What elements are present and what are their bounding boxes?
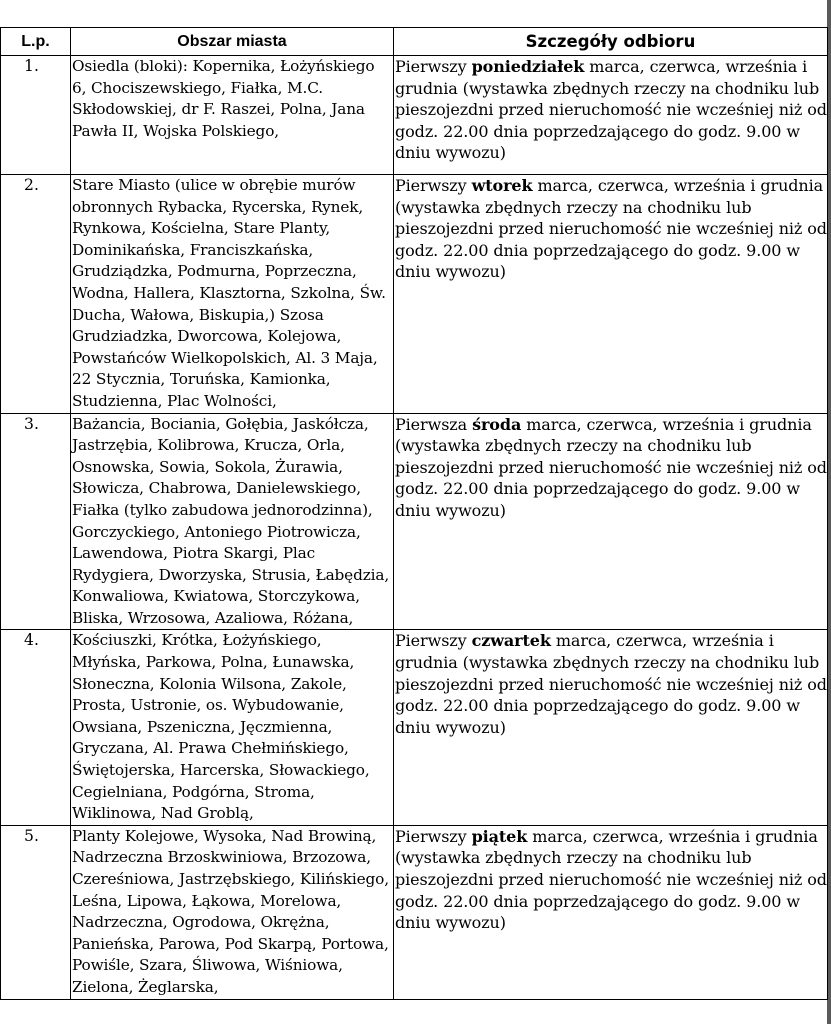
detail-day: poniedziałek — [471, 57, 585, 76]
detail-prefix: Pierwszy — [395, 57, 472, 76]
detail-prefix: Pierwszy — [395, 826, 472, 846]
row-number: 3. — [1, 413, 71, 630]
collection-schedule-table — [0, 27, 828, 1000]
header-area: Obszar miasta — [71, 28, 394, 56]
header-row — [1, 28, 828, 56]
table-row — [1, 630, 828, 825]
row-detail — [394, 56, 828, 175]
detail-prefix: Pierwszy — [395, 176, 472, 195]
row-area: Bażancia, Bociania, Gołębia, Jaskółcza, Jastrzębia, Kolibrowa, Krucza, Orla, Osnowska, Sowia, Sokola, Żurawia, Słowicza, Chabrowa, Danielewskiego, Fiałka (tylko zabudowa jednorodzinna), Gorczyckiego, Antoniego Piotrowicza, Lawendowa, Piotra Skargi, Plac Rydygiera, Dworzyska, Strusia, Łabędzia, Konwaliowa, Kwiatowa, Storczykowa, Bliska, Wrzosowa, Azaliowa, Różana, — [71, 413, 394, 630]
table-row — [1, 825, 828, 999]
detail-prefix: Pierwszy — [395, 631, 472, 651]
row-area: Kościuszki, Krótka, Łożyńskiego, Młyńska, Parkowa, Polna, Łunawska, Słoneczna, Kolonia Wilsona, Zakole, Prosta, Ustronie, os. Wybudowanie, Owsiana, Pszeniczna, Jęczmienna, Gryczana, Al. Prawa Chełmińskiego, Świętojerska, Harcerska, Słowackiego, Cegielniana, Podgórna, Stroma, Wiklinowa, Nad Groblą, — [71, 630, 394, 825]
row-number: 1. — [1, 56, 71, 175]
detail-day: środa — [472, 414, 522, 434]
detail-suffix: marca, czerwca, września i grudnia (wystawka zbędnych rzeczy na chodniku lub pieszojezdni przed nieruchomość nie wcześniej niż od godz. 22.00 dnia poprzedzającego do godz. 9.00 w dniu wywozu) — [395, 414, 827, 520]
row-detail — [394, 413, 828, 630]
row-area: Planty Kolejowe, Wysoka, Nad Browiną, Nadrzeczna Brzoskwiniowa, Brzozowa, Czereśniowa, Jastrzębskiego, Kilińskiego, Leśna, Lipowa, Łąkowa, Morelowa, Nadrzeczna, Ogrodowa, Okrężna, Panieńska, Parowa, Pod Skarpą, Portowa, Powiśle, Szara, Śliwowa, Wiśniowa, Zielona, Żeglarska, — [71, 825, 394, 999]
table-row — [1, 413, 828, 630]
detail-day: czwartek — [471, 631, 551, 651]
table-row — [1, 175, 828, 414]
detail-suffix: marca, czerwca, września i grudnia (wystawka zbędnych rzeczy na chodniku lub pieszojezdni przed nieruchomość nie wcześniej niż od godz. 22.00 dnia poprzedzającego do godz. 9.00 w dniu wywozu) — [395, 176, 827, 282]
row-detail — [394, 825, 828, 999]
header-detail: Szczegóły odbioru — [394, 28, 828, 56]
detail-prefix: Pierwsza — [395, 414, 473, 434]
detail-suffix: marca, czerwca, września i grudnia (wystawka zbędnych rzeczy na chodniku lub pieszojezdni przed nieruchomość nie wcześniej niż od godz. 22.00 dnia poprzedzającego do godz. 9.00 w dniu wywozu) — [395, 826, 827, 933]
table-row — [1, 56, 828, 175]
detail-day: wtorek — [471, 176, 533, 195]
row-number: 2. — [1, 175, 71, 414]
row-area: Osiedla (bloki): Kopernika, Łożyńskiego 6, Chociszewskiego, Fiałka, M.C. Skłodowskiej, dr F. Raszei, Polna, Jana Pawła II, Wojska Polskiego, — [71, 56, 394, 175]
row-detail — [394, 630, 828, 825]
row-number: 4. — [1, 630, 71, 825]
detail-suffix: marca, czerwca, września i grudnia (wystawka zbędnych rzeczy na chodniku lub pieszojezdni przed nieruchomość nie wcześniej niż od godz. 22.00 dnia poprzedzającego do godz. 9.00 w dniu wywozu) — [395, 631, 827, 737]
row-area: Stare Miasto (ulice w obrębie murów obronnych Rybacka, Rycerska, Rynek, Rynkowa, Kościelna, Stare Planty, Dominikańska, Franciszkańska, Grudziądzka, Podmurna, Poprzeczna, Wodna, Hallera, Klasztorna, Szkolna, Św. Ducha, Wałowa, Biskupia,) Szosa Grudziadzka, Dworcowa, Kolejowa, Powstańców Wielkopolskich, Al. 3 Maja, 22 Stycznia, Toruńska, Kamionka, Studzienna, Plac Wolności, — [71, 175, 394, 414]
detail-day: piątek — [471, 826, 528, 846]
detail-suffix: marca, czerwca, września i grudnia (wystawka zbędnych rzeczy na chodniku lub pieszojezdni przed nieruchomość nie wcześniej niż od godz. 22.00 dnia poprzedzającego do godz. 9.00 w dniu wywozu) — [395, 57, 827, 163]
row-number: 5. — [1, 825, 71, 999]
header-lp: L.p. — [1, 28, 71, 56]
row-detail — [394, 175, 828, 414]
